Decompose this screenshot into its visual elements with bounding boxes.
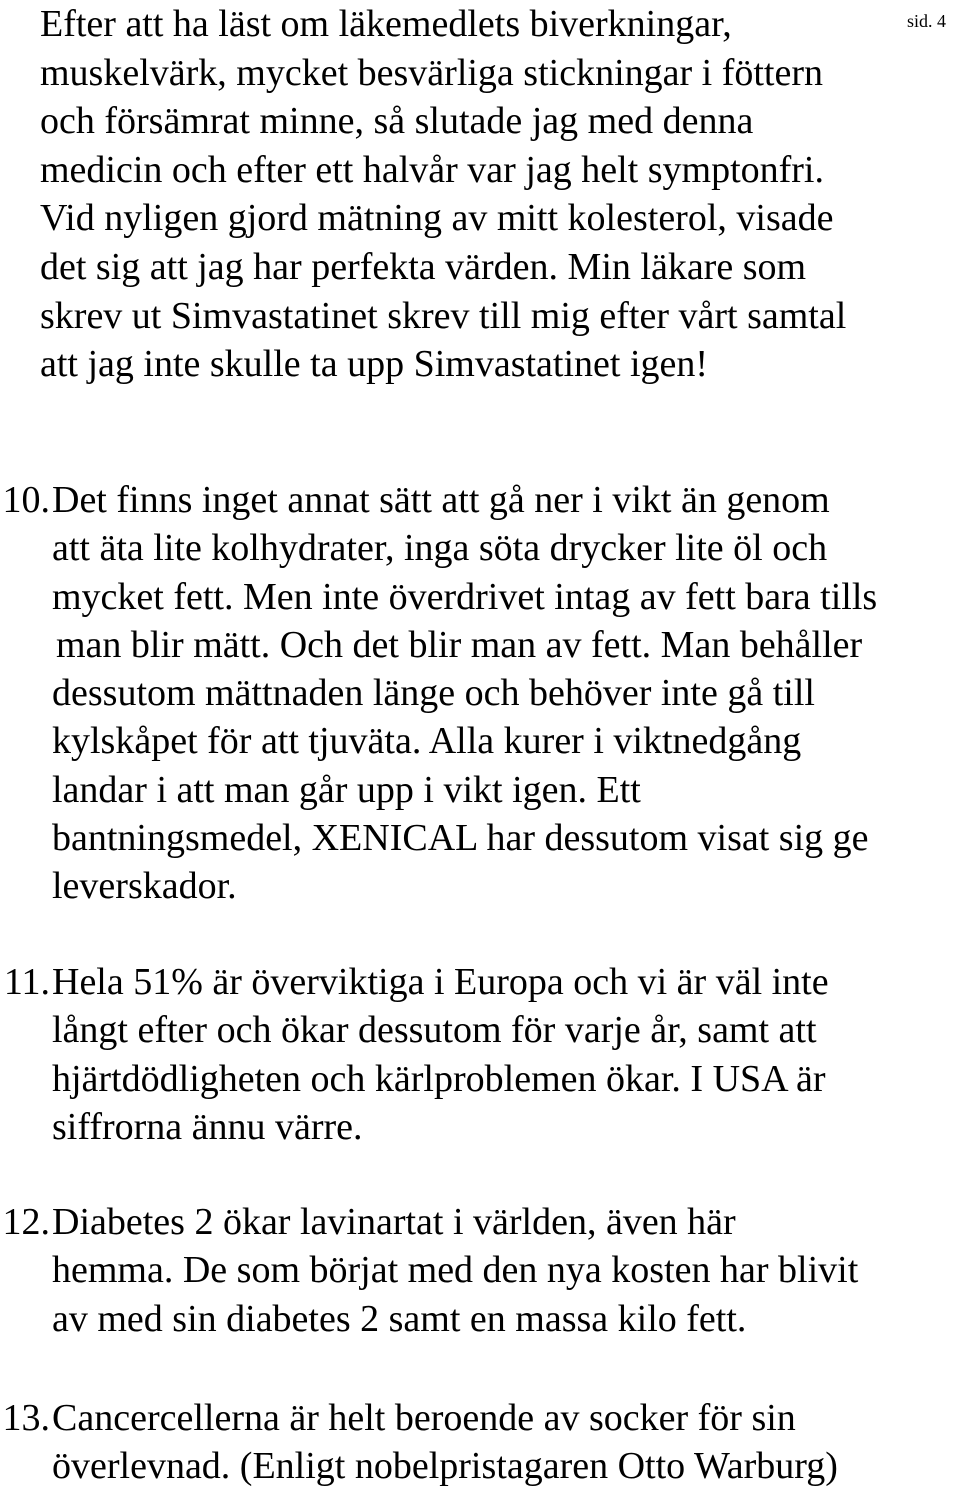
- item-line: hemma. De som börjat med den nya kosten har blivit: [52, 1249, 859, 1292]
- item-line: Diabetes 2 ökar lavinartat i världen, även här: [52, 1201, 736, 1243]
- item-line: siffrorna ännu värre.: [52, 1105, 363, 1148]
- item-line: Det finns inget annat sätt att gå ner i vikt än genom: [52, 479, 830, 521]
- item-line: Cancercellerna är helt beroende av socker för sin: [52, 1397, 796, 1439]
- item-line: kylskåpet för att tjuväta. Alla kurer i viktnedgång: [52, 720, 802, 763]
- item-number: 12.: [2, 1201, 50, 1243]
- item-line: mycket fett. Men inte överdrivet intag av fett bara tills: [52, 575, 878, 618]
- intro-paragraph: [40, 0, 940, 389]
- intro-line: Vid nyligen gjord mätning av mitt kolesterol, visade: [40, 197, 834, 240]
- intro-line: och försämrat minne, så slutade jag med denna: [40, 100, 754, 143]
- item-line: av med sin diabetes 2 samt en massa kilo fett.: [52, 1297, 747, 1340]
- intro-line: skrev ut Simvastatinet skrev till mig efter vårt samtal: [40, 294, 847, 337]
- item-line: långt efter och ökar dessutom för varje år, samt att: [52, 1009, 817, 1052]
- item-number: 11.: [3, 961, 50, 1003]
- item-line: dessutom mättnaden länge och behöver inte gå till: [52, 672, 815, 715]
- item-number: 10.: [2, 479, 50, 521]
- item-text: [52, 958, 957, 1151]
- item-line: landar i att man går upp i vikt igen. Ett: [52, 768, 641, 811]
- intro-line: medicin och efter ett halvår var jag helt symptonfri.: [40, 148, 824, 191]
- item-line: hjärtdödligheten och kärlproblemen ökar. I USA är: [52, 1057, 826, 1100]
- item-line: att äta lite kolhydrater, inga söta drycker lite öl och: [52, 527, 828, 570]
- item-line: leverskador.: [52, 865, 237, 908]
- intro-line: Efter att ha läst om läkemedlets biverkningar,: [40, 3, 732, 45]
- item-text: [52, 476, 957, 911]
- page-number: sid. 4: [906, 11, 946, 31]
- intro-line: det sig att jag har perfekta värden. Min läkare som: [40, 245, 807, 288]
- intro-line: muskelvärk, mycket besvärliga stickningar i föttern: [40, 51, 823, 94]
- intro-line: att jag inte skulle ta upp Simvastatinet igen!: [40, 343, 709, 386]
- item-text: [52, 1394, 957, 1491]
- item-line: Hela 51% är överviktiga i Europa och vi är väl inte: [52, 961, 829, 1003]
- item-line: man blir mätt. Och det blir man av fett. Man behåller: [56, 623, 863, 666]
- item-line: bantningsmedel, XENICAL har dessutom visat sig ge: [52, 817, 869, 860]
- item-line: överlevnad. (Enligt nobelpristagaren Otto Warburg): [52, 1445, 838, 1488]
- item-number: 13.: [2, 1397, 50, 1439]
- item-text: [52, 1198, 957, 1343]
